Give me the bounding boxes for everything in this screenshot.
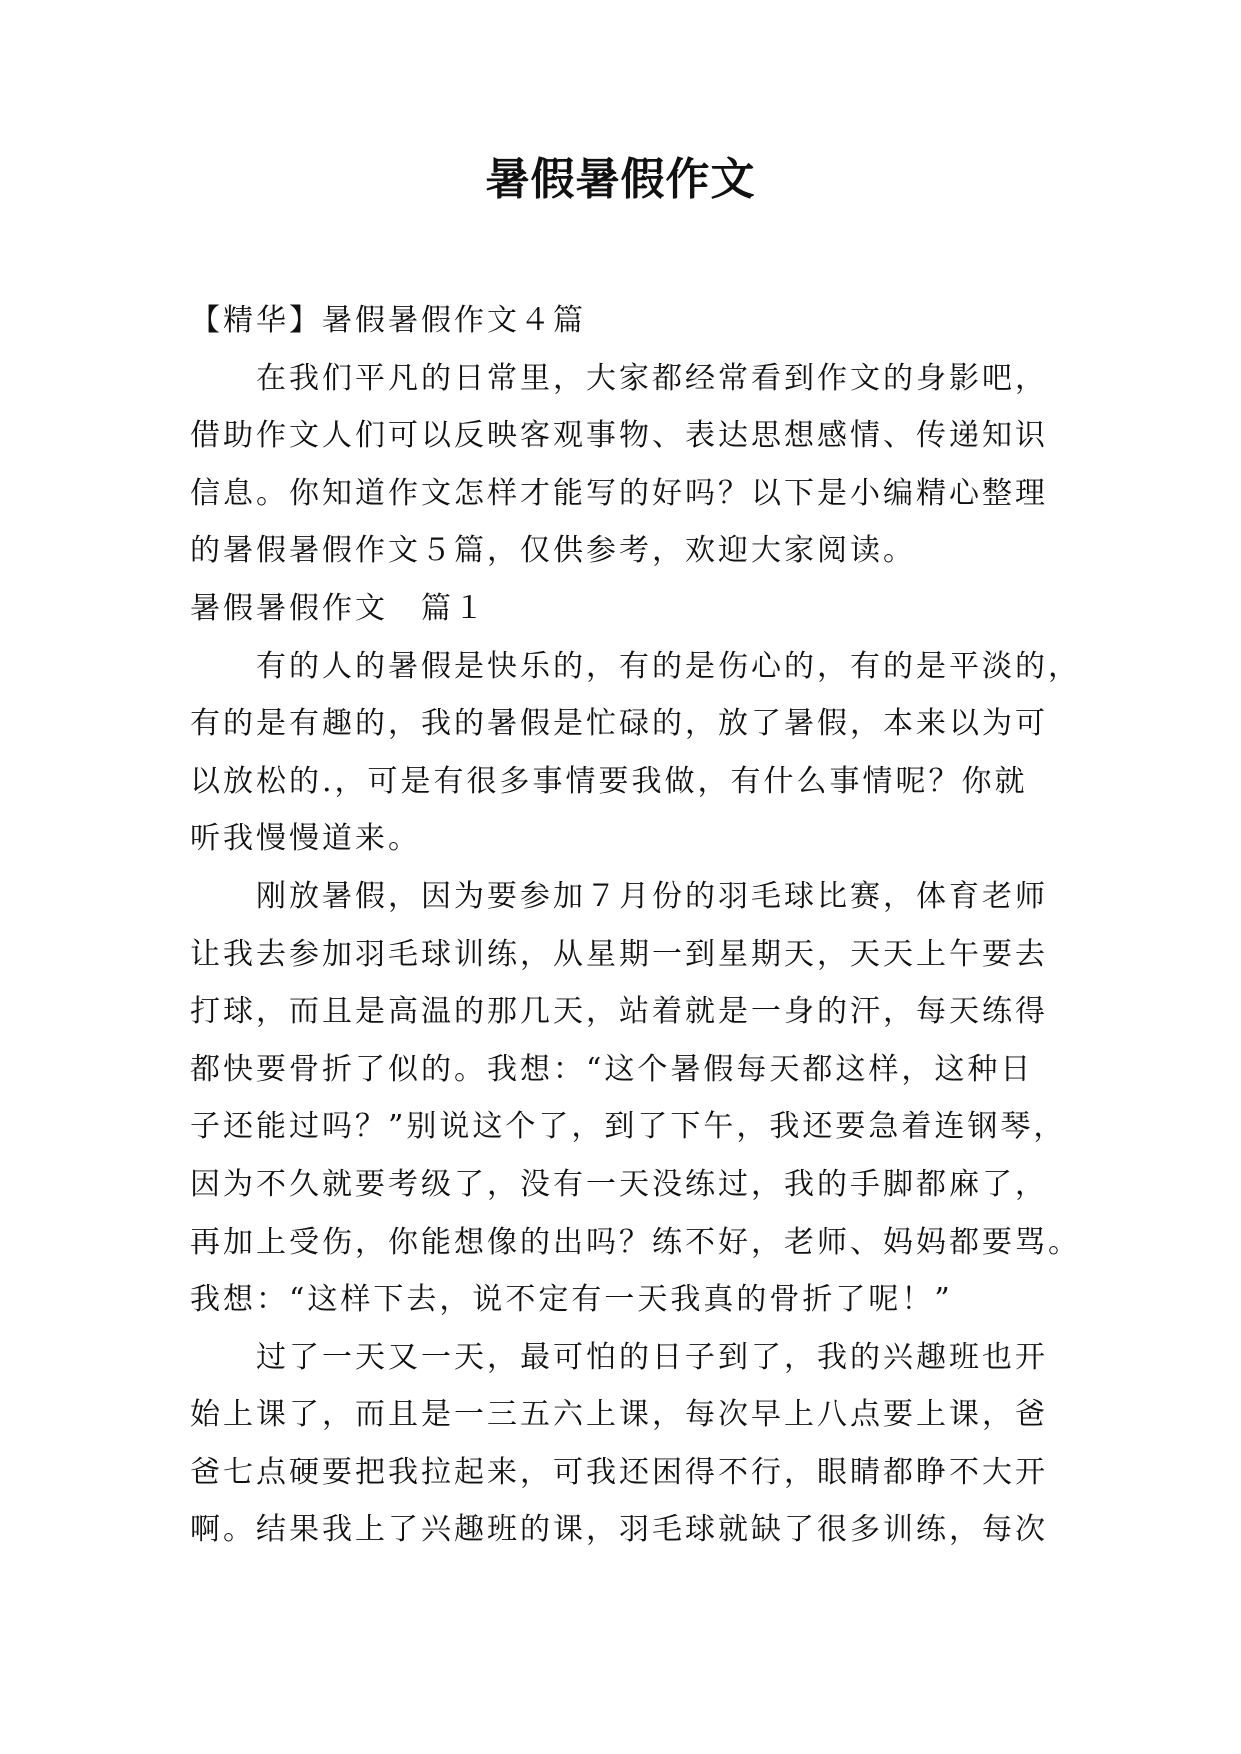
text-line: 听我慢慢道来。	[190, 821, 421, 857]
text-line: 借助作文人们可以反映客观事物、表达思想感情、传递知识	[190, 418, 1048, 454]
text-line: 打球，而且是高温的那几天，站着就是一身的汗，每天练得	[190, 994, 1048, 1030]
text-line: 让我去参加羽毛球训练，从星期一到星期天，天天上午要去	[190, 936, 1048, 972]
text-line: 始上课了，而且是一三五六上课，每次早上八点要上课，爸	[190, 1397, 1048, 1433]
text-line: 都快要骨折了似的。我想：“这个暑假每天都这样，这种日	[190, 1051, 1034, 1087]
text-line: 有的人的暑假是快乐的，有的是伤心的，有的是平淡的，	[256, 648, 1081, 684]
text-line: 再加上受伤，你能想像的出吗？练不好，老师、妈妈都要骂。	[190, 1224, 1081, 1260]
text-line: 【精华】暑假暑假作文４篇	[190, 303, 586, 338]
text-line: 我想：“这样下去，说不定有一天我真的骨折了呢！”	[190, 1282, 953, 1318]
text-line: 在我们平凡的日常里，大家都经常看到作文的身影吧，	[256, 360, 1048, 396]
document-body	[190, 292, 1081, 1559]
text-line: 啊。结果我上了兴趣班的课，羽毛球就缺了很多训练，每次	[190, 1512, 1048, 1548]
text-line: 有的是有趣的，我的暑假是忙碌的，放了暑假，本来以为可	[190, 706, 1048, 742]
text-line: 因为不久就要考级了，没有一天没练过，我的手脚都麻了，	[190, 1166, 1048, 1202]
text-line: 子还能过吗？”别说这个了，到了下午，我还要急着连钢琴，	[190, 1109, 1067, 1145]
text-line: 的暑假暑假作文５篇，仅供参考，欢迎大家阅读。	[190, 533, 916, 569]
text-line: 信息。你知道作文怎样才能写的好吗？以下是小编精心整理	[190, 475, 1048, 511]
text-line: 以放松的.，可是有很多事情要我做，有什么事情呢？你就	[190, 763, 1028, 799]
text-line: 刚放暑假，因为要参加７月份的羽毛球比赛，体育老师	[256, 878, 1048, 914]
text-line: 过了一天又一天，最可怕的日子到了，我的兴趣班也开	[256, 1339, 1048, 1375]
text-line: 暑假暑假作文 篇１	[190, 590, 487, 626]
text-line: 爸七点硬要把我拉起来，可我还困得不行，眼睛都睁不大开	[190, 1454, 1048, 1490]
document-title: 暑假暑假作文	[485, 154, 756, 205]
